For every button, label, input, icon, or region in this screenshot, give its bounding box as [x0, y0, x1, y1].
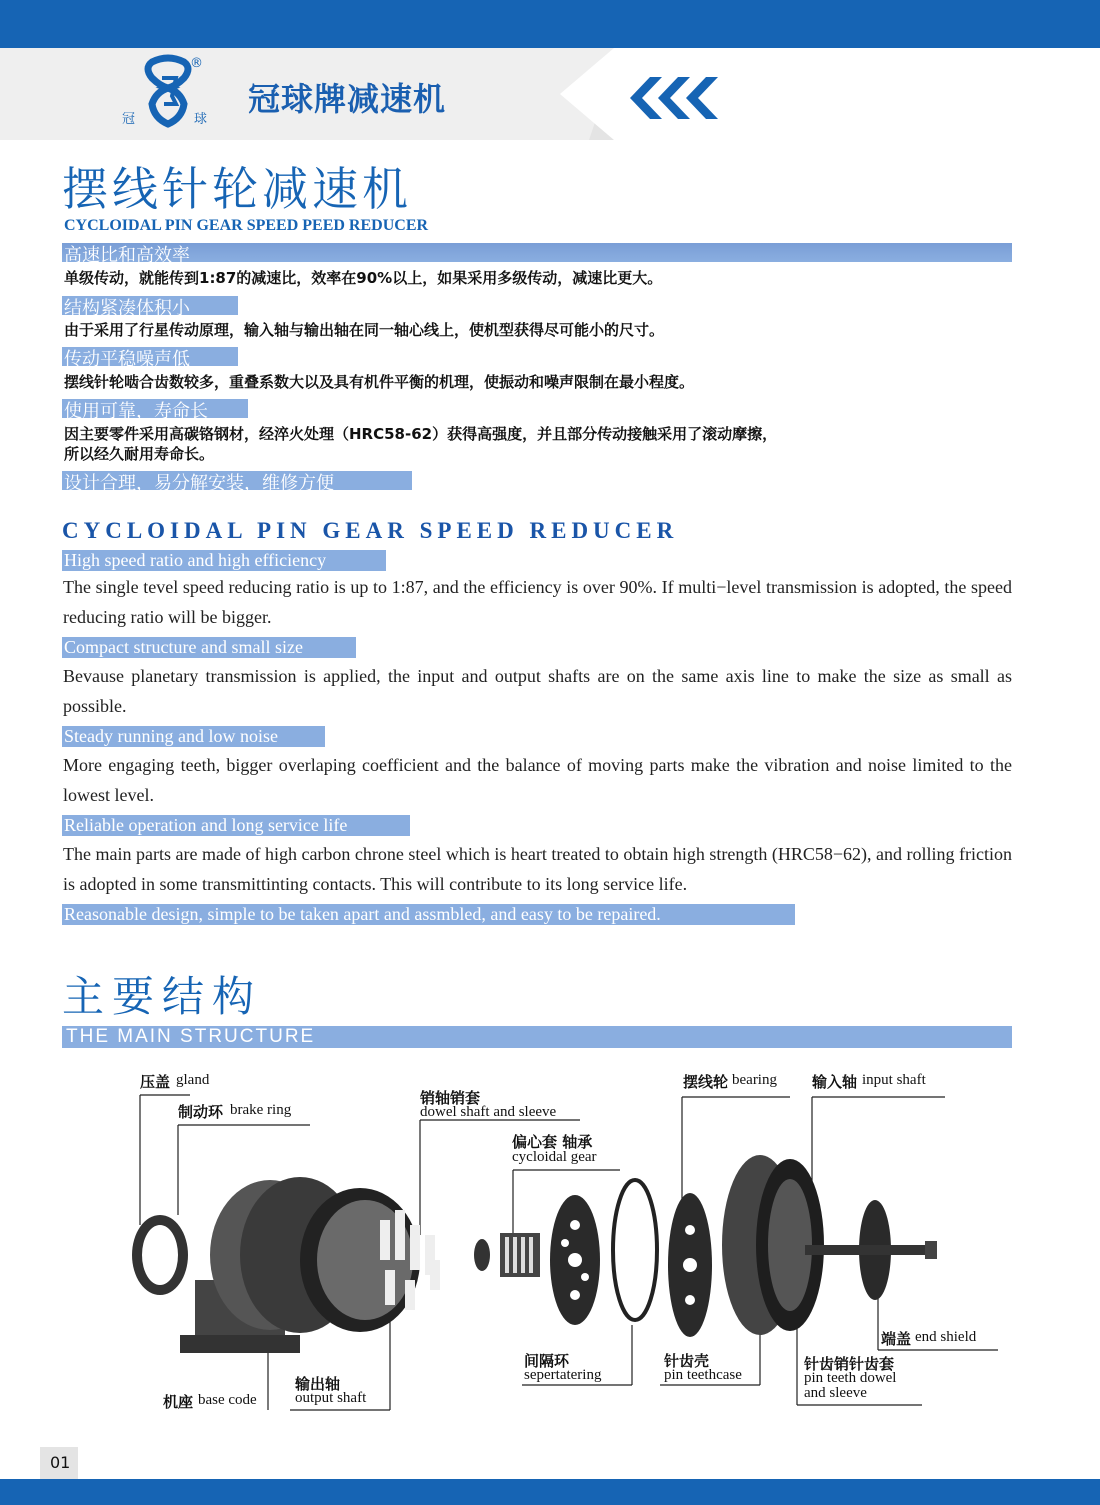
label-pinteeth-en: pin teeth dowel	[804, 1370, 897, 1386]
feature-text-cn: 因主要零件采用高碳铬钢材，经淬火处理（HRC58-62）获得高强度，并且部分传动接触采用了滚动摩擦，	[64, 425, 778, 443]
logo-char-right: 球	[194, 112, 208, 127]
reducer-housing	[180, 1177, 440, 1353]
label-eccentric-en: cycloidal gear	[512, 1149, 597, 1165]
feature-heading-band	[62, 243, 1012, 266]
brand-logo	[118, 52, 218, 132]
feature-heading-en: Reasonable design, simple to be taken apart and assmbled, and easy to be repaired.	[64, 904, 661, 924]
label-bearing-cn: 摆线轮	[683, 1073, 729, 1091]
label-brake-cn: 制动环	[178, 1103, 224, 1121]
logo-char-left: 冠	[122, 112, 136, 127]
top-color-bar	[0, 0, 1100, 48]
feature-text-cn: 摆线针轮啮合齿数较多，重叠系数大以及具有机件平衡的机理，使振动和噪声限制在最小程度。	[64, 373, 695, 391]
feature-heading-cn: 传动平稳噪声低	[64, 349, 190, 370]
label-dowel-en: dowel shaft and sleeve	[420, 1104, 557, 1120]
page-title-en: CYCLOIDAL PIN GEAR SPEED PEED REDUCER	[64, 217, 429, 234]
label-dowel-cn: 销轴销套	[420, 1089, 481, 1107]
feature-text-cn: 由于采用了行星传动原理，输入轴与输出轴在同一轴心线上，使机型获得尽可能小的尺寸。	[64, 321, 665, 339]
cycloidal-disc-1	[550, 1195, 600, 1325]
feature-heading-cn: 设计合理，易分解安装，维修方便	[64, 473, 334, 494]
feature-heading-tab	[62, 399, 248, 422]
feature-heading-tab-en	[62, 726, 325, 747]
registered-mark: ®	[190, 56, 203, 71]
label-pinteeth-cn: 针齿销针齿套	[804, 1355, 895, 1373]
label-pincase-en: pin teethcase	[664, 1367, 742, 1383]
structure-title-en: THE MAIN STRUCTURE	[66, 1026, 316, 1047]
subtitle-en: CYCLOIDAL PIN GEAR SPEED REDUCER	[62, 518, 679, 543]
cycloidal-disc-2	[668, 1193, 712, 1337]
label-gland-en: gland	[176, 1072, 210, 1088]
label-output-en: output shaft	[295, 1390, 367, 1406]
feature-text-cn-cont: 所以经久耐用寿命长。	[64, 445, 215, 463]
label-base-en: base code	[198, 1392, 257, 1408]
label-output-cn: 输出轴	[295, 1375, 341, 1393]
feature-text-en: The main parts are made of high carbon chrone steel which is heart treated to obtain high strength (HRC58−62), and rolling friction is adopted in some transmittinting contacts. This will contribute to its long service life.	[63, 844, 1012, 894]
feature-heading-en: Steady running and low noise	[64, 726, 278, 746]
input-shaft-end-shield	[805, 1200, 937, 1300]
feature-text-en: Bevause planetary transmission is applied, the input and output shafts are on the same axis line to make the size as small as possible.	[63, 666, 1012, 716]
feature-heading-en: Compact structure and small size	[64, 637, 303, 657]
page-title-cn: 摆线针轮减速机	[62, 162, 412, 216]
feature-heading-tab	[62, 296, 238, 319]
gland-part	[132, 1215, 188, 1295]
bearing-part	[474, 1233, 540, 1277]
label-eccentric-cn: 偏心套 轴承	[512, 1133, 593, 1151]
label-spacer-cn: 间隔环	[524, 1352, 570, 1370]
feature-heading-tab-en	[62, 637, 356, 658]
label-endshield-en: end shield	[915, 1329, 977, 1345]
spacer-ring	[613, 1180, 657, 1320]
label-input-cn: 输入轴	[812, 1073, 858, 1091]
label-pinteeth-en-2: and sleeve	[804, 1385, 867, 1401]
label-spacer-en: sepertatering	[524, 1367, 602, 1383]
brand-name: 冠球牌减速机	[248, 80, 447, 118]
feature-heading-cn: 使用可靠，寿命长	[64, 401, 208, 422]
label-pincase-cn: 针齿壳	[664, 1352, 710, 1370]
label-endshield-cn: 端盖	[881, 1330, 912, 1348]
feature-text-en: More engaging teeth, bigger overlaping coefficient and the balance of moving parts make the vibration and noise limited to the lowest level.	[63, 755, 1012, 805]
feature-heading-tab	[62, 471, 412, 494]
label-brake-en: brake ring	[230, 1102, 292, 1118]
feature-text-cn: 单级传动，就能传到1:87的减速比，效率在90%以上，如果采用多级传动，减速比更大。	[64, 269, 663, 287]
feature-heading-en: High speed ratio and high efficiency	[64, 550, 327, 570]
page-number-box	[40, 1447, 78, 1479]
feature-heading-cn: 结构紧凑体积小	[64, 298, 190, 319]
feature-heading-en: Reliable operation and long service life	[64, 815, 348, 835]
label-bearing-en: bearing	[732, 1072, 777, 1088]
page-number: 01	[50, 1453, 71, 1472]
feature-heading-tab-en	[62, 904, 795, 925]
chevrons-icon	[626, 77, 726, 119]
feature-heading-cn: 高速比和高效率	[64, 245, 190, 266]
structure-title-band	[62, 1026, 1012, 1048]
label-gland-cn: 压盖	[140, 1073, 171, 1091]
feature-heading-tab	[62, 347, 238, 370]
bottom-color-bar	[0, 1479, 1100, 1505]
feature-heading-tab-en	[62, 550, 386, 571]
feature-text-en: The single tevel speed reducing ratio is up to 1:87, and the efficiency is over 90%. If multi−level transmission is adopted, the speed reducing ratio will be bigger.	[63, 577, 1012, 627]
label-input-en: input shaft	[862, 1072, 926, 1088]
feature-heading-tab-en	[62, 815, 410, 836]
label-base-cn: 机座	[163, 1393, 194, 1411]
structure-title-cn: 主要结构	[62, 972, 263, 1021]
